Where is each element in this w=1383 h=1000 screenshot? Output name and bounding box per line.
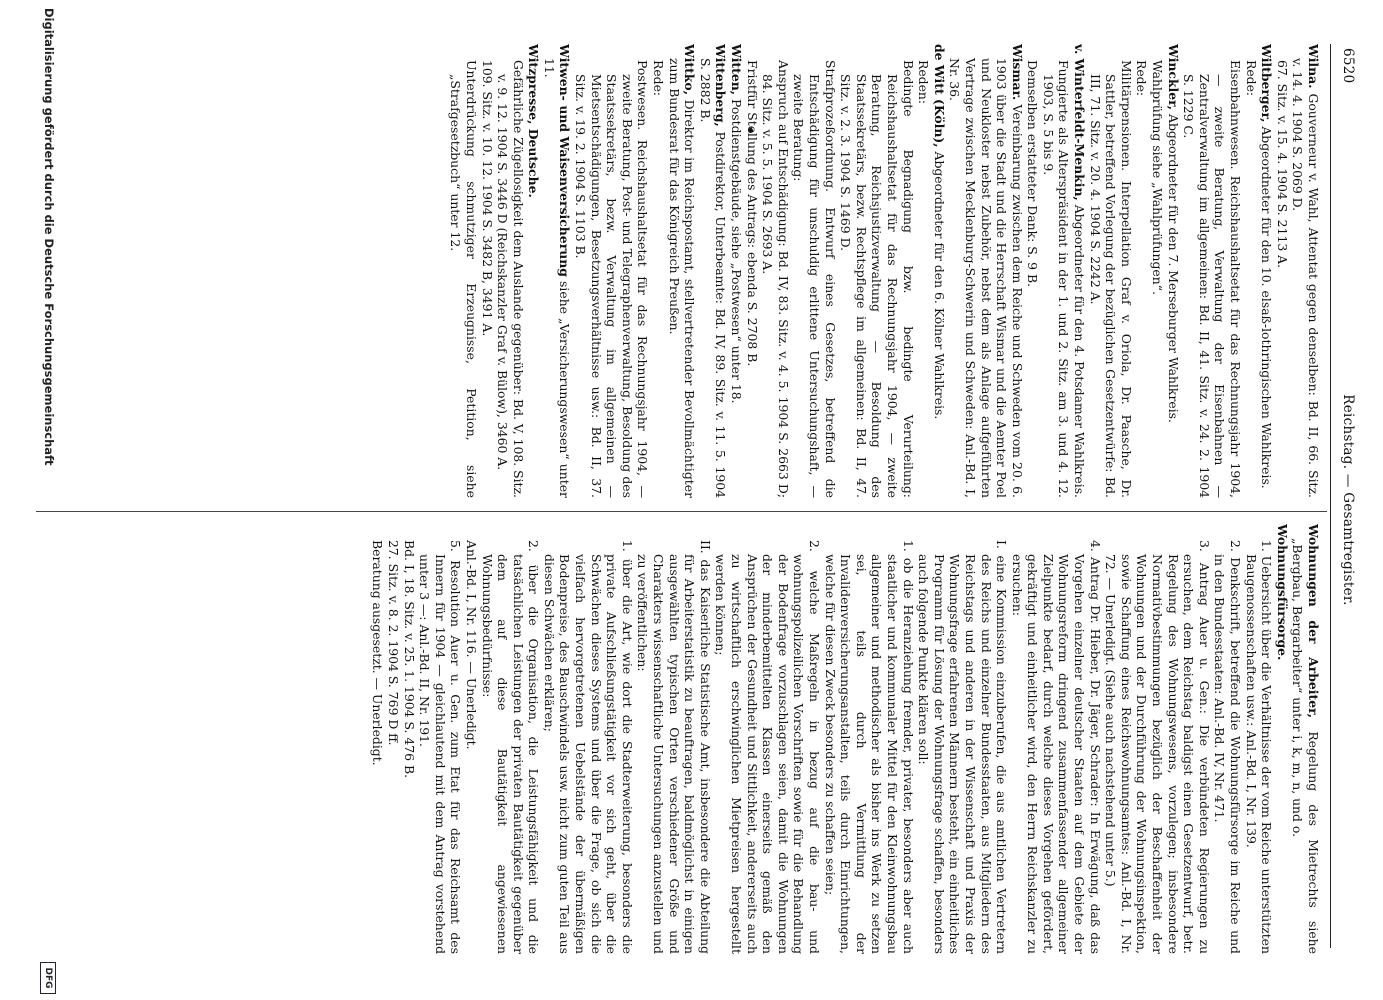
register-entry	[1009, 524, 1103, 954]
register-entry	[1274, 524, 1290, 954]
register-entry	[479, 524, 541, 954]
register-entry	[1243, 524, 1274, 954]
entry-text: Reden:	[916, 60, 932, 105]
entry-text: II. das Kaiserliche Statistische Amt, insbesondere die Abteilung für Arbeiterstatistik zu beauftragen, baldmöglichst in einigen ausgewählten typischen Orten verschiedener Größe und Charakters wissenschaftliche Untersuchungen anzustellen und zu veröffentlichen:	[635, 540, 713, 954]
entry-heading: Wismar.	[1009, 44, 1025, 101]
entry-text: 1. über die Art, wie dort die Stadterweiterung, besonders die private Aufschließungstätigkeit vor sich geht, über die Schwächen dieses Systems und über die Frage, ob sich die vielfach hervorgetretenen Uebelstände der übermäßigen Bodenpreise, des Bauschwindels usw. nicht zum guten Teil aus diesen Schwächen erklären;	[541, 540, 635, 954]
register-entry	[401, 524, 417, 954]
entry-text: I. eine Kommission einzuberufen, die aus amtlichen Vertretern des Reichs und einzelner Bundesstaaten, aus Mitgliedern des Reichstags und anderen in der Wissenschaft und Praxis der Wohnungsfrage erfahrenen Männern besteht, ein einheitliches Programm für Lösung der Wohnungsfrage schaffen, besonders auch folgende Punkte klären soll:	[916, 540, 1010, 954]
entry-heading: Wiltberger,	[1259, 44, 1275, 123]
register-entry	[526, 44, 542, 498]
entry-heading: Wittko,	[682, 44, 698, 96]
register-entry	[448, 44, 479, 498]
entry-heading: Wohnungsfürsorge.	[1274, 524, 1290, 661]
entry-text: 3. Antrag Auer u. Gen.: Die verbündeten Regierungen zu ersuchen, dem Reichstag baldigst einen Gesetzentwurf, betr. Regelung des Wohnungswesens, vorzulegen; insbesondere Normativbestimmungen bezüglich der Beschaffenheit der Wohnungen und der Durchführung der Wohnungsinspektion, sowie Schaffung eines Reichswohnungsamtes: Anl.-Bd. I, Nr. 72. — Unerledigt. (Siehe auch nachstehend unter 5.)	[1103, 540, 1212, 954]
entry-heading: v. Winterfeldt-Menkin,	[1072, 44, 1088, 201]
register-entry	[697, 44, 728, 498]
register-entry	[495, 44, 526, 498]
entry-heading: Wilna.	[1306, 44, 1321, 89]
entry-text: Bd. I, 18. Sitz. v. 25. 1. 1904 S. 476 B.	[401, 540, 417, 779]
register-entry	[822, 524, 916, 954]
register-entry	[1259, 44, 1275, 498]
dfg-logo	[40, 962, 56, 994]
register-entry	[713, 524, 822, 954]
register-entry	[931, 44, 947, 498]
entry-text: Fungierte als Alterspräsident in der 1. und 2. Sitz. am 3. und 4. 12. 1903, S. 5 bis 9.	[1040, 60, 1072, 498]
register-entry	[1025, 44, 1041, 498]
entry-text: Vereinbarung zwischen dem Reiche und Schweden vom 20. 6. 1903 über die Stadt und die Herrschaft Wismar und die Aemter Poel und Neukloster nebst Zubehör, nebst dem als Anlage aufgeführten Vertrage zwischen Mecklenburg-Schwerin und Schweden: Anl.-Bd. I, Nr. 36.	[947, 58, 1025, 498]
register-entry	[1087, 44, 1134, 498]
register-entry	[1181, 44, 1243, 498]
register-entry	[541, 524, 635, 954]
entry-text: Direktor im Reichspostamt, stellvertretender Bevollmächtigter zum Bundesrat für das Königreich Preußen.	[666, 58, 698, 498]
register-entry	[370, 524, 386, 954]
register-entry	[1103, 524, 1212, 954]
entry-text: Demselben erstatteter Dank: S. 9 B.	[1025, 60, 1041, 288]
entry-text: Abgeordneter für den 10. elsaß-lothringischen Wahlkreis.	[1259, 126, 1275, 489]
entry-text: Postdienstgebäude, siehe „Postwesen“ unter 18.	[729, 99, 745, 404]
entry-text: Rede:	[651, 60, 667, 97]
entry-text: 67. Sitz. v. 15. 4. 1904 S. 2113 A.	[1274, 60, 1290, 269]
register-entry	[650, 44, 666, 498]
digitization-footer	[38, 0, 56, 1000]
register-entry	[635, 524, 713, 954]
funding-note: Digitalisierung gefördert durch die Deutsche Forschungsgemeinschaft	[42, 8, 56, 466]
register-entry	[1165, 44, 1181, 498]
entry-text: 4. Antrag Dr. Hieber, Dr. Jäger, Schrader: In Erwägung, daß das Vorgehen einzelner deutscher Staaten auf dem Gebiete der Wohnungsreform dringend zusammenfassender allgemeiner Zielpunkte bedarf, durch welche dieses Vorgehen gefördert, gekräftigt und einheitlicher wird, den Herrn Reichskanzler zu ersuchen:	[1009, 540, 1103, 954]
register-entry	[791, 44, 838, 498]
entry-text: Postwesen. Reichshaushaltsetat für das Rechnungsjahr 1904, — zweite Beratung, Post- und Telegraphenverwaltung, Besoldung des Staatssekretärs, bezw. Verwaltung im allgemeinen — Mietsentschädigungen, Besetzungsverhältnisse usw.: Bd. II, 37. Sitz. v. 19. 2. 1904 S. 1103 B.	[573, 60, 651, 498]
entry-text: Eisenbahnwesen. Reichshaushaltsetat für das Rechnungsjahr 1904, — zweite Beratung, Verwaltung der Eisenbahnen — Zentralverwaltung im allgemeinen: Bd. II, 41. Sitz. v. 24. 2. 1904 S. 1229 C.	[1181, 60, 1244, 498]
entry-text: Abgeordneter für den 7. Merseburger Wahlkreis.	[1165, 114, 1181, 423]
register-entry	[463, 524, 479, 954]
register-entry	[916, 524, 1010, 954]
entry-heading: Witten,	[729, 44, 745, 96]
dfg-logo-text: DFG	[43, 967, 53, 989]
entry-heading: Witzpresse, Deutsche.	[526, 44, 542, 198]
entry-text: Rede:	[1134, 60, 1150, 97]
entry-text: 1. Uebersicht über die Verhältnisse der vom Reiche unterstützten Baugenossenschaften usw.: Anl.-Bd. I, Nr. 139.	[1243, 540, 1275, 954]
register-entry	[417, 524, 464, 954]
header-rule	[1330, 44, 1331, 948]
register-entry	[728, 44, 744, 498]
register-entry	[838, 44, 916, 498]
register-entry	[1072, 44, 1088, 498]
entry-heading: de Witt (Köln),	[931, 44, 947, 148]
register-entry	[1290, 44, 1321, 498]
entry-text: Beratung ausgesetzt. — Unerledigt.	[370, 540, 386, 766]
entry-text: 5. Resolution Auer u. Gen. zum Etat für das Reichsamt des Innern für 1904 — gleichlautend mit dem Antrag vorstehend unter 3 —: Anl.-Bd. II, Nr. 191.	[417, 540, 464, 954]
entry-text: Bedingte Begnadigung bzw. bedingte Verurteilung: Reichshaushaltsetat für das Rechnungsjahr 1904, — zweite Beratung, Reichsjustizverwaltung — Besoldung des Staatssekretärs, bezw. Rechtspflege im allgemeinen: Bd. II, 47. Sitz. v. 2. 3. 1904 S. 1469 D.	[838, 60, 916, 498]
entry-text: 1. ob die Heranziehung fremder, privater, besonders aber auch staatlicher und kommunaler Mittel für den Kleinwohnungsbau allgemeiner und methodischer als bisher ins Werk zu setzen sei, teils durch Vermittlung der Invalidenversicherungsanstalten, teils durch Einrichtungen, welche für diesen Zweck besonders zu schaffen seien;	[822, 540, 916, 954]
entry-text: Strafprozeßordnung. Entwurf eines Gesetzes, betreffend die Entschädigung für unschuldig erlittene Untersuchungshaft, — zweite Beratung:	[791, 60, 838, 498]
entry-text: Abgeordneter für den 4. Potsdamer Wahlkreis.	[1072, 204, 1088, 498]
register-entry	[760, 44, 791, 498]
register-entry	[1149, 44, 1165, 498]
register-entry	[541, 44, 572, 498]
entry-text: Unterdrückung schmutziger Erzeugnisse, Petition, siehe „Strafgesetzbuch“ unter 12.	[448, 60, 479, 498]
entry-text: Wahlprüfung siehe „Wahlprüfungen“.	[1150, 60, 1166, 296]
register-entry	[1290, 524, 1321, 954]
register-entry	[1040, 44, 1071, 498]
entry-text: 27. Sitz. v. 8. 2. 1904 S. 769 D ff.	[385, 540, 401, 746]
entry-text: Abgeordneter für den 6. Kölner Wahlkreis.	[931, 151, 947, 420]
entry-text: Gefährliche Zügellosigkeit dem Auslande gegenüber: Bd. V, 108. Sitz. v. 9. 12. 1904 S. 3446 D (Reichskanzler Graf v. Bülow), 3460 A.	[495, 60, 526, 498]
register-entry	[744, 44, 760, 498]
register-entry	[916, 44, 932, 498]
entry-text: Fristfür Stellung des Antrags: ebenda S. 2708 B.	[744, 60, 760, 367]
entry-text: 109. Sitz. v. 10. 12. 1904 S. 3482 B, 3491 A.	[479, 60, 495, 337]
entry-text: Anspruch auf Entschädigung: Bd. IV, 83. Sitz. v. 4. 5. 1904 S. 2663 D; 84. Sitz. v. 5. 5. 1904 S. 2693 A.	[760, 60, 791, 498]
entry-text: 2. Denkschrift, betreffend die Wohnungsfürsorge im Reiche und in den Bundesstaaten: Anl.-Bd. IV, Nr. 471.	[1212, 540, 1244, 954]
entry-text: 2. welche Maßregeln in bezug auf die bau- und wohnungspolizeilichen Vorschriften sowie für die Behandlung der Bodenfrage vorzuschlagen seien, damit die Wohnungen der minderbemittelten Klassen einerseits gemäß den Ansprüchen der Gesundheit und Sittlichkeit, andererseits auch zu wirtschaftlich erschwinglichen Mietpreisen hergestellt werden können;	[713, 540, 822, 954]
register-entry	[1243, 44, 1259, 498]
page-number: 6520	[1340, 48, 1356, 84]
entry-text: Gouverneur v. Wahl, Attentat gegen denselben: Bd. II, 66. Sitz. v. 14. 4. 1904 S. 2069 D.	[1290, 58, 1321, 498]
entry-heading: Wohnungen der Arbeiter,	[1306, 524, 1321, 719]
entry-text: Anl.-Bd. I, Nr. 116. — Unerledigt.	[463, 540, 479, 750]
register-entry	[1134, 44, 1150, 498]
running-header	[1333, 48, 1355, 952]
register-entry	[385, 524, 401, 954]
entry-heading: Winckler,	[1165, 44, 1181, 111]
register-entry	[1212, 524, 1243, 954]
register-entry	[666, 44, 697, 498]
register-entry	[479, 44, 495, 498]
entry-text: Militärpensionen. Interpellation Graf v. Oriola, Dr. Paasche, Dr. Sattler, betreffend Vorlegung der bezüglichen Gesetzentwürfe: Bd. III, 71. Sitz. v. 20. 4. 1904 S. 2242 A.	[1087, 60, 1134, 498]
column-divider	[36, 511, 1327, 512]
entry-text: Postdirektor, Unterbeamte: Bd. IV, 89. Sitz. v. 11. 5. 1904 S. 2882 B.	[697, 58, 729, 498]
entry-heading: Witwen- und Waisenversicherung	[557, 44, 573, 277]
register-entry	[573, 44, 651, 498]
left-column	[40, 44, 1321, 498]
entry-text: Rede:	[1243, 60, 1259, 97]
register-entry	[1274, 44, 1290, 498]
running-title: Reichstag. — Gesamtregister.	[1340, 394, 1356, 606]
entry-heading: Wittenberg,	[713, 44, 729, 127]
entry-text: siehe „Versicherungswesen“ unter 11.	[541, 58, 573, 498]
entry-text: Regelung des Mietrechts siehe „Bergbau, Bergarbeiter“ unter i, k, m, n, und o.	[1290, 538, 1321, 954]
entry-text: 2. über die Organisation, die Leistungsfähigkeit und die tatsächlichen Leistungen der privaten Bautätigkeit gegenüber dem auf diese Bautätigkeit angewiesenen Wohnungsbedürfnisse:	[479, 540, 542, 954]
register-entry	[947, 44, 1025, 498]
right-column	[40, 524, 1321, 954]
